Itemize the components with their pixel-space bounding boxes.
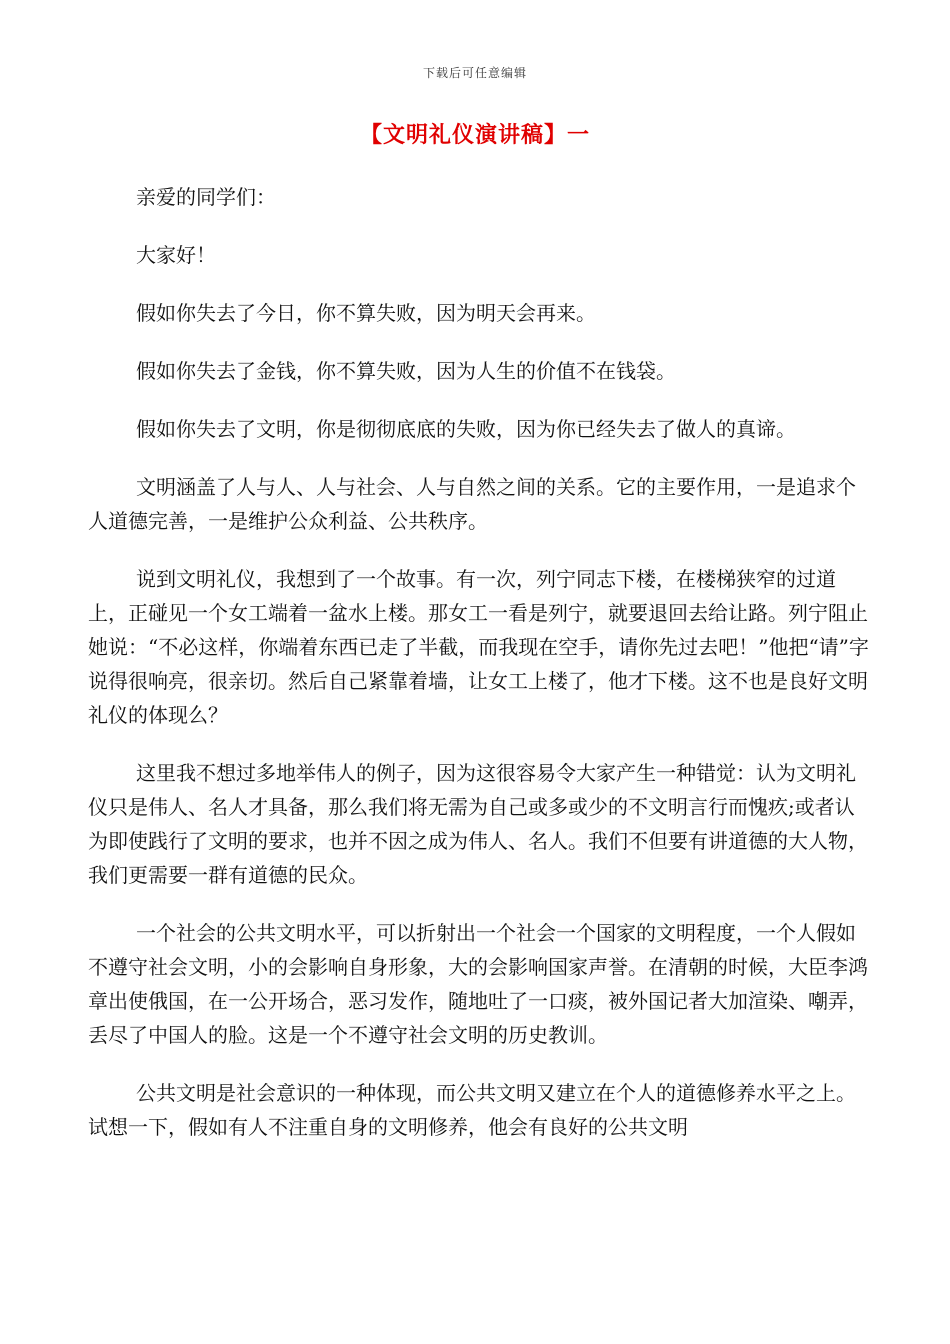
paragraph: 大家好！ <box>136 243 216 267</box>
paragraph: 这里我不想过多地举伟人的例子，因为这很容易令大家产生一种错觉：认为文明礼仪只是伟人、名人才具备，那么我们将无需为自己或多或少的不文明言行而愧疚;或者认为即使践行了文明的要求，也并不因之成为伟人、名人。我们不但要有讲道德的大人物，我们更需要一群有道德的民众。 <box>88 761 868 887</box>
paragraph: 假如你失去了金钱，你不算失败，因为人生的价值不在钱袋。 <box>136 359 676 383</box>
paragraph: 假如你失去了今日，你不算失败，因为明天会再来。 <box>136 301 596 325</box>
paragraph: 说到文明礼仪，我想到了一个故事。有一次，列宁同志下楼，在楼梯狭窄的过道上，正碰见一个女工端着一盆水上楼。那女工一看是列宁，就要退回去给让路。列宁阻止她说：“不必这样，你端着东西已走了半截，而我现在空手，请你先过去吧！”他把“请”字说得很响亮，很亲切。然后自己紧靠着墙，让女工上楼了，他才下楼。这不也是良好文明礼仪的体现么？ <box>88 567 869 727</box>
paragraph: 一个社会的公共文明水平，可以折射出一个社会一个国家的文明程度，一个人假如不遵守社会文明，小的会影响自身形象，大的会影响国家声誉。在清朝的时候，大臣李鸿章出使俄国，在一公开场合，恶习发作，随地吐了一口痰，被外国记者大加渲染、嘲弄，丢尽了中国人的脸。这是一个不遵守社会文明的历史教训。 <box>88 921 868 1047</box>
document-body <box>88 180 870 1168</box>
paragraph: 亲爱的同学们： <box>136 185 276 209</box>
paragraph: 文明涵盖了人与人、人与社会、人与自然之间的关系。它的主要作用，一是追求个人道德完善，一是维护公众利益、公共秩序。 <box>88 475 856 533</box>
paragraph: 公共文明是社会意识的一种体现，而公共文明又建立在个人的道德修养水平之上。试想一下，假如有人不注重自身的文明修养，他会有良好的公共文明 <box>88 1081 856 1139</box>
paragraph: 假如你失去了文明，你是彻彻底底的失败，因为你已经失去了做人的真谛。 <box>136 417 796 441</box>
header-note: 下载后可任意编辑 <box>422 66 527 80</box>
document-title: 【文明礼仪演讲稿】一 <box>359 123 590 148</box>
